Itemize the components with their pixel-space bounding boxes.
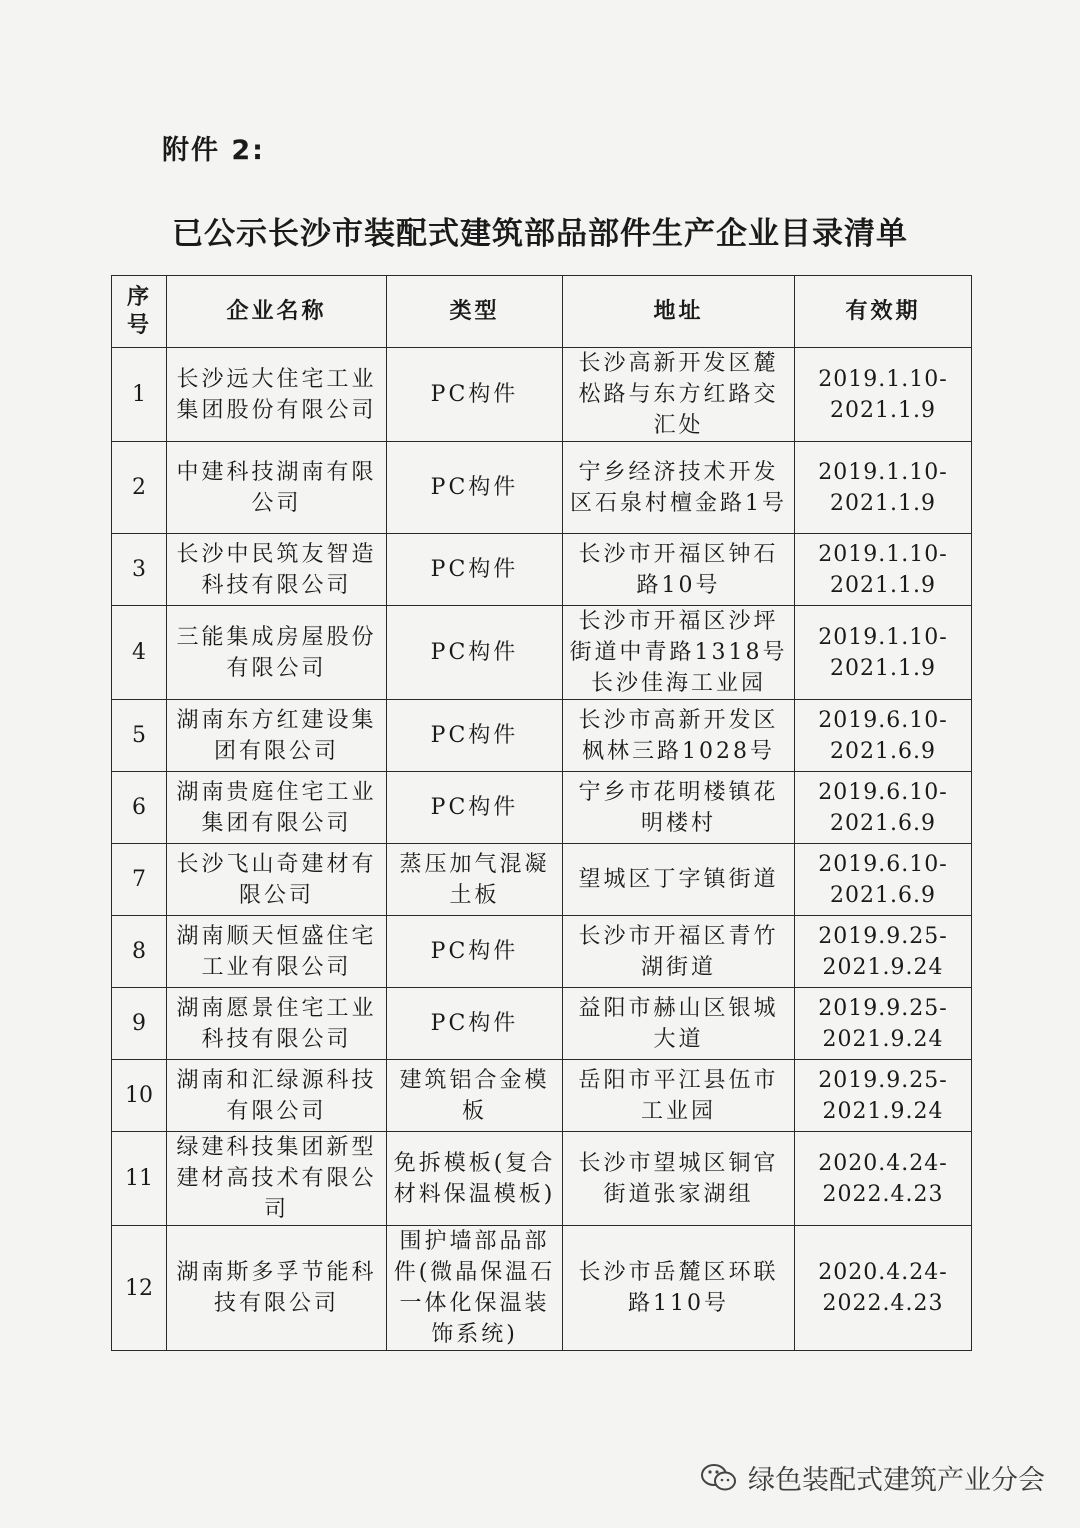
cell-no: 2	[112, 442, 167, 534]
table-row	[112, 844, 972, 916]
table-header-row	[112, 276, 972, 348]
cell-company: 长沙飞山奇建材有限公司	[167, 844, 387, 916]
cell-type: PC构件	[387, 700, 563, 772]
cell-no: 5	[112, 700, 167, 772]
table-row	[112, 916, 972, 988]
cell-address: 望城区丁字镇街道	[563, 844, 795, 916]
cell-address: 长沙市高新开发区枫林三路1028号	[563, 700, 795, 772]
cell-address: 长沙市开福区青竹湖街道	[563, 916, 795, 988]
cell-no: 11	[112, 1132, 167, 1226]
cell-period: 2019.9.25-2021.9.24	[795, 916, 972, 988]
cell-address: 长沙市岳麓区环联路110号	[563, 1226, 795, 1351]
attachment-label: 附件 2:	[162, 135, 265, 166]
cell-type: PC构件	[387, 534, 563, 606]
cell-address: 岳阳市平江县伍市工业园	[563, 1060, 795, 1132]
cell-no: 12	[112, 1226, 167, 1351]
wechat-icon	[700, 1463, 738, 1493]
cell-type: 免拆模板(复合材料保温模板)	[387, 1132, 563, 1226]
cell-no: 1	[112, 348, 167, 442]
table-row	[112, 1226, 972, 1351]
table-row	[112, 1060, 972, 1132]
cell-no: 3	[112, 534, 167, 606]
header-company: 企业名称	[167, 276, 387, 348]
table-row	[112, 534, 972, 606]
watermark-text: 绿色装配式建筑产业分会	[748, 1465, 1045, 1496]
cell-company: 绿建科技集团新型建材高技术有限公司	[167, 1132, 387, 1226]
cell-no: 4	[112, 606, 167, 700]
header-address: 地址	[563, 276, 795, 348]
cell-period: 2019.1.10-2021.1.9	[795, 348, 972, 442]
cell-address: 长沙市开福区钟石路10号	[563, 534, 795, 606]
cell-address: 长沙市开福区沙坪街道中青路1318号长沙佳海工业园	[563, 606, 795, 700]
table-row	[112, 772, 972, 844]
cell-address: 宁乡经济技术开发区石泉村檀金路1号	[563, 442, 795, 534]
cell-no: 7	[112, 844, 167, 916]
cell-type: PC构件	[387, 348, 563, 442]
cell-type: PC构件	[387, 442, 563, 534]
cell-company: 三能集成房屋股份有限公司	[167, 606, 387, 700]
cell-no: 6	[112, 772, 167, 844]
cell-company: 湖南和汇绿源科技有限公司	[167, 1060, 387, 1132]
cell-address: 宁乡市花明楼镇花明楼村	[563, 772, 795, 844]
cell-no: 10	[112, 1060, 167, 1132]
cell-period: 2020.4.24-2022.4.23	[795, 1132, 972, 1226]
cell-company: 长沙中民筑友智造科技有限公司	[167, 534, 387, 606]
table-row	[112, 988, 972, 1060]
document-title: 已公示长沙市装配式建筑部品部件生产企业目录清单	[172, 216, 908, 252]
table-row	[112, 442, 972, 534]
cell-address: 长沙高新开发区麓松路与东方红路交汇处	[563, 348, 795, 442]
cell-period: 2019.1.10-2021.1.9	[795, 534, 972, 606]
cell-no: 8	[112, 916, 167, 988]
cell-type: PC构件	[387, 606, 563, 700]
cell-type: PC构件	[387, 772, 563, 844]
cell-company: 湖南贵庭住宅工业集团有限公司	[167, 772, 387, 844]
table-row	[112, 700, 972, 772]
cell-period: 2019.6.10-2021.6.9	[795, 700, 972, 772]
cell-type: 围护墙部品部件(微晶保温石一体化保温装饰系统)	[387, 1226, 563, 1351]
cell-type: 蒸压加气混凝土板	[387, 844, 563, 916]
cell-company: 中建科技湖南有限公司	[167, 442, 387, 534]
cell-period: 2019.9.25-2021.9.24	[795, 1060, 972, 1132]
table-row	[112, 348, 972, 442]
table-row	[112, 1132, 972, 1226]
cell-period: 2019.6.10-2021.6.9	[795, 844, 972, 916]
cell-period: 2019.6.10-2021.6.9	[795, 772, 972, 844]
cell-type: 建筑铝合金模板	[387, 1060, 563, 1132]
cell-company: 长沙远大住宅工业集团股份有限公司	[167, 348, 387, 442]
header-no: 序号	[112, 276, 167, 348]
cell-company: 湖南东方红建设集团有限公司	[167, 700, 387, 772]
cell-company: 湖南斯多孚节能科技有限公司	[167, 1226, 387, 1351]
cell-period: 2020.4.24-2022.4.23	[795, 1226, 972, 1351]
header-type: 类型	[387, 276, 563, 348]
table-row	[112, 606, 972, 700]
watermark	[700, 1458, 1045, 1497]
cell-company: 湖南愿景住宅工业科技有限公司	[167, 988, 387, 1060]
header-period: 有效期	[795, 276, 972, 348]
cell-address: 长沙市望城区铜官街道张家湖组	[563, 1132, 795, 1226]
cell-period: 2019.1.10-2021.1.9	[795, 606, 972, 700]
cell-type: PC构件	[387, 988, 563, 1060]
cell-period: 2019.1.10-2021.1.9	[795, 442, 972, 534]
cell-address: 益阳市赫山区银城大道	[563, 988, 795, 1060]
cell-period: 2019.9.25-2021.9.24	[795, 988, 972, 1060]
enterprise-table	[111, 275, 972, 1351]
cell-type: PC构件	[387, 916, 563, 988]
cell-company: 湖南顺天恒盛住宅工业有限公司	[167, 916, 387, 988]
cell-no: 9	[112, 988, 167, 1060]
